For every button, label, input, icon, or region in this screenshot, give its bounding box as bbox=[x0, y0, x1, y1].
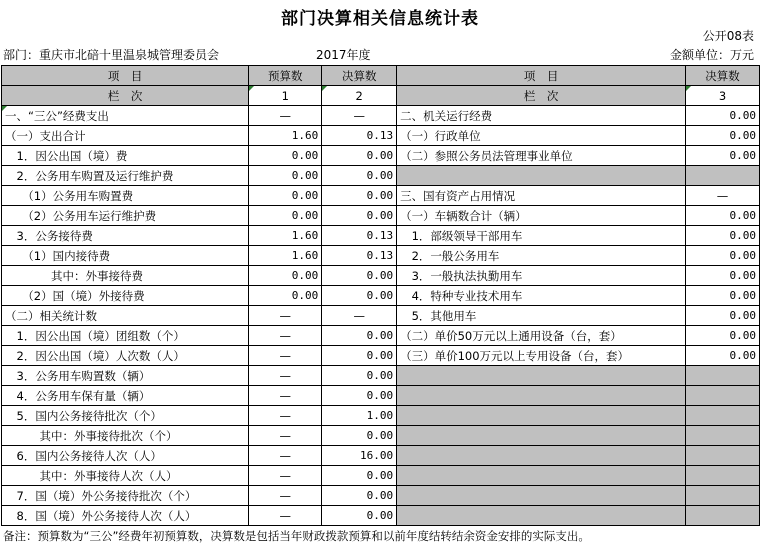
left-item-cell[interactable]: 一、“三公”经费支出 bbox=[2, 106, 249, 126]
left-item-cell[interactable]: 8．国（境）外公务接待人次（人） bbox=[2, 506, 249, 526]
left-item-cell[interactable]: （1）国内接待费 bbox=[2, 246, 249, 266]
table-row bbox=[2, 446, 760, 466]
left-item-cell[interactable]: （二）相关统计数 bbox=[2, 306, 249, 326]
column-index-2[interactable]: 2 bbox=[322, 86, 397, 106]
right-item-cell[interactable]: （二）单价50万元以上通用设备（台，套） bbox=[397, 326, 686, 346]
left-item-cell[interactable]: 其中：外事接待人次（人） bbox=[2, 466, 249, 486]
table-body bbox=[2, 106, 760, 526]
table-row bbox=[2, 466, 760, 486]
right-final-cell[interactable] bbox=[686, 166, 760, 186]
table-row bbox=[2, 126, 760, 146]
left-item-cell[interactable]: 7．国（境）外公务接待批次（个） bbox=[2, 486, 249, 506]
left-item-cell[interactable]: 其中：外事接待费 bbox=[2, 266, 249, 286]
budget-cell[interactable]: 0.00 bbox=[249, 286, 322, 306]
right-item-cell[interactable]: （一）行政单位 bbox=[397, 126, 686, 146]
final-cell[interactable]: 0.00 bbox=[322, 366, 397, 386]
budget-cell[interactable]: — bbox=[249, 446, 322, 466]
right-final-cell[interactable] bbox=[686, 386, 760, 406]
final-cell[interactable]: 0.00 bbox=[322, 206, 397, 226]
column-index-label[interactable]: 栏 次 bbox=[2, 86, 249, 106]
right-final-cell[interactable]: — bbox=[686, 186, 760, 206]
final-cell[interactable]: 0.00 bbox=[322, 346, 397, 366]
table-row bbox=[2, 106, 760, 126]
right-item-cell[interactable]: 2．一般公务用车 bbox=[397, 246, 686, 266]
left-item-cell[interactable]: 其中：外事接待批次（个） bbox=[2, 426, 249, 446]
column-index-row bbox=[2, 86, 760, 106]
right-item-cell[interactable]: 三、国有资产占用情况 bbox=[397, 186, 686, 206]
final-cell[interactable]: 16.00 bbox=[322, 446, 397, 466]
right-final-cell[interactable] bbox=[686, 486, 760, 506]
budget-cell[interactable]: — bbox=[249, 426, 322, 446]
right-final-cell[interactable]: 0.00 bbox=[686, 266, 760, 286]
left-item-cell[interactable]: 2．公务用车购置及运行维护费 bbox=[2, 166, 249, 186]
budget-cell[interactable]: — bbox=[249, 306, 322, 326]
header-final[interactable]: 决算数 bbox=[322, 66, 397, 86]
fiscal-year: 2017年度 bbox=[316, 48, 371, 62]
right-item-cell[interactable]: （一）车辆数合计（辆） bbox=[397, 206, 686, 226]
right-item-cell[interactable] bbox=[397, 486, 686, 506]
table-row bbox=[2, 146, 760, 166]
table-row bbox=[2, 486, 760, 506]
table-row bbox=[2, 246, 760, 266]
table-row bbox=[2, 186, 760, 206]
final-cell[interactable]: 0.00 bbox=[322, 486, 397, 506]
budget-cell[interactable]: 1.60 bbox=[249, 126, 322, 146]
final-cell[interactable]: 0.00 bbox=[322, 506, 397, 526]
final-cell[interactable]: 0.00 bbox=[322, 466, 397, 486]
right-final-cell[interactable]: 0.00 bbox=[686, 326, 760, 346]
department-label: 部门：重庆市北碚十里温泉城管理委员会 bbox=[3, 48, 220, 62]
right-final-cell[interactable] bbox=[686, 466, 760, 486]
right-item-cell[interactable]: 5．其他用车 bbox=[397, 306, 686, 326]
final-cell[interactable]: 0.00 bbox=[322, 266, 397, 286]
right-item-cell[interactable] bbox=[397, 366, 686, 386]
report-title: 部门决算相关信息统计表 bbox=[281, 9, 479, 29]
budget-cell[interactable]: — bbox=[249, 406, 322, 426]
right-item-cell[interactable]: 二、机关运行经费 bbox=[397, 106, 686, 126]
final-cell[interactable]: 0.00 bbox=[322, 166, 397, 186]
left-item-cell[interactable]: 1．因公出国（境）费 bbox=[2, 146, 249, 166]
table-row bbox=[2, 306, 760, 326]
right-item-cell[interactable] bbox=[397, 446, 686, 466]
right-final-cell[interactable] bbox=[686, 506, 760, 526]
left-item-cell[interactable]: （2）国（境）外接待费 bbox=[2, 286, 249, 306]
form-code: 公开08表 bbox=[702, 29, 754, 43]
right-final-cell[interactable]: 0.00 bbox=[686, 126, 760, 146]
budget-cell[interactable]: — bbox=[249, 506, 322, 526]
currency-unit: 金额单位：万元 bbox=[669, 48, 754, 62]
header-item-right[interactable]: 项 目 bbox=[397, 66, 686, 86]
header-final-right[interactable]: 决算数 bbox=[686, 66, 760, 86]
budget-cell[interactable]: 0.00 bbox=[249, 186, 322, 206]
left-item-cell[interactable]: 4．公务用车保有量（辆） bbox=[2, 386, 249, 406]
budget-cell[interactable]: 0.00 bbox=[249, 166, 322, 186]
table-row bbox=[2, 286, 760, 306]
table-row bbox=[2, 386, 760, 406]
table-row bbox=[2, 326, 760, 346]
table-row bbox=[2, 506, 760, 526]
right-item-cell[interactable] bbox=[397, 386, 686, 406]
table-row bbox=[2, 226, 760, 246]
budget-cell[interactable]: 1.60 bbox=[249, 246, 322, 266]
right-item-cell[interactable] bbox=[397, 426, 686, 446]
budget-cell[interactable]: — bbox=[249, 346, 322, 366]
right-item-cell[interactable]: （三）单价100万元以上专用设备（台，套） bbox=[397, 346, 686, 366]
column-index-label-right[interactable]: 栏 次 bbox=[397, 86, 686, 106]
final-cell[interactable]: 0.00 bbox=[322, 326, 397, 346]
budget-cell[interactable]: — bbox=[249, 366, 322, 386]
left-item-cell[interactable]: 1．因公出国（境）团组数（个） bbox=[2, 326, 249, 346]
right-item-cell[interactable] bbox=[397, 406, 686, 426]
left-item-cell[interactable]: 3．公务用车购置数（辆） bbox=[2, 366, 249, 386]
right-final-cell[interactable] bbox=[686, 446, 760, 466]
right-final-cell[interactable]: 0.00 bbox=[686, 146, 760, 166]
right-final-cell[interactable]: 0.00 bbox=[686, 106, 760, 126]
right-item-cell[interactable]: （二）参照公务员法管理事业单位 bbox=[397, 146, 686, 166]
table-row bbox=[2, 406, 760, 426]
right-item-cell[interactable] bbox=[397, 166, 686, 186]
statistics-table bbox=[1, 65, 760, 526]
budget-cell[interactable]: — bbox=[249, 106, 322, 126]
final-cell[interactable]: 0.00 bbox=[322, 426, 397, 446]
right-final-cell[interactable]: 0.00 bbox=[686, 286, 760, 306]
left-item-cell[interactable]: （1）公务用车购置费 bbox=[2, 186, 249, 206]
left-item-cell[interactable]: 5．国内公务接待批次（个） bbox=[2, 406, 249, 426]
header-budget[interactable]: 预算数 bbox=[249, 66, 322, 86]
right-final-cell[interactable] bbox=[686, 366, 760, 386]
budget-cell[interactable]: — bbox=[249, 466, 322, 486]
right-final-cell[interactable]: 0.00 bbox=[686, 246, 760, 266]
right-final-cell[interactable]: 0.00 bbox=[686, 346, 760, 366]
left-item-cell[interactable]: 3．公务接待费 bbox=[2, 226, 249, 246]
table-row bbox=[2, 266, 760, 286]
budget-cell[interactable]: 0.00 bbox=[249, 146, 322, 166]
final-cell[interactable]: 0.00 bbox=[322, 386, 397, 406]
right-item-cell[interactable] bbox=[397, 506, 686, 526]
budget-cell[interactable]: 0.00 bbox=[249, 266, 322, 286]
left-item-cell[interactable]: （2）公务用车运行维护费 bbox=[2, 206, 249, 226]
final-cell[interactable]: — bbox=[322, 106, 397, 126]
right-final-cell[interactable]: 0.00 bbox=[686, 306, 760, 326]
column-index-1[interactable]: 1 bbox=[249, 86, 322, 106]
final-cell[interactable]: 0.00 bbox=[322, 286, 397, 306]
table-row bbox=[2, 166, 760, 186]
final-cell[interactable]: 0.13 bbox=[322, 226, 397, 246]
column-index-3[interactable]: 3 bbox=[686, 86, 760, 106]
left-item-cell[interactable]: （一）支出合计 bbox=[2, 126, 249, 146]
right-final-cell[interactable]: 0.00 bbox=[686, 206, 760, 226]
table-row bbox=[2, 366, 760, 386]
right-item-cell[interactable]: 1．部级领导干部用车 bbox=[397, 226, 686, 246]
table-row bbox=[2, 346, 760, 366]
final-cell[interactable]: 0.13 bbox=[322, 246, 397, 266]
right-final-cell[interactable] bbox=[686, 406, 760, 426]
final-cell[interactable]: — bbox=[322, 306, 397, 326]
final-cell[interactable]: 0.13 bbox=[322, 126, 397, 146]
left-item-cell[interactable]: 6．国内公务接待人次（人） bbox=[2, 446, 249, 466]
right-final-cell[interactable] bbox=[686, 426, 760, 446]
table-row bbox=[2, 426, 760, 446]
final-cell[interactable]: 0.00 bbox=[322, 146, 397, 166]
right-item-cell[interactable] bbox=[397, 466, 686, 486]
budget-cell[interactable]: — bbox=[249, 326, 322, 346]
final-cell[interactable]: 0.00 bbox=[322, 186, 397, 206]
table-header-row bbox=[2, 66, 760, 86]
budget-cell[interactable]: 0.00 bbox=[249, 206, 322, 226]
budget-cell[interactable]: — bbox=[249, 486, 322, 506]
table-row bbox=[2, 206, 760, 226]
budget-cell[interactable]: 1.60 bbox=[249, 226, 322, 246]
left-item-cell[interactable]: 2．因公出国（境）人次数（人） bbox=[2, 346, 249, 366]
budget-cell[interactable]: — bbox=[249, 386, 322, 406]
final-cell[interactable]: 1.00 bbox=[322, 406, 397, 426]
right-item-cell[interactable]: 4．特种专业技术用车 bbox=[397, 286, 686, 306]
right-final-cell[interactable]: 0.00 bbox=[686, 226, 760, 246]
footnote: 备注：预算数为“三公”经费年初预算数，决算数是包括当年财政拨款预算和以前年度结转结余资金安排的实际支出。 bbox=[3, 529, 590, 543]
header-item[interactable]: 项 目 bbox=[2, 66, 249, 86]
right-item-cell[interactable]: 3．一般执法执勤用车 bbox=[397, 266, 686, 286]
